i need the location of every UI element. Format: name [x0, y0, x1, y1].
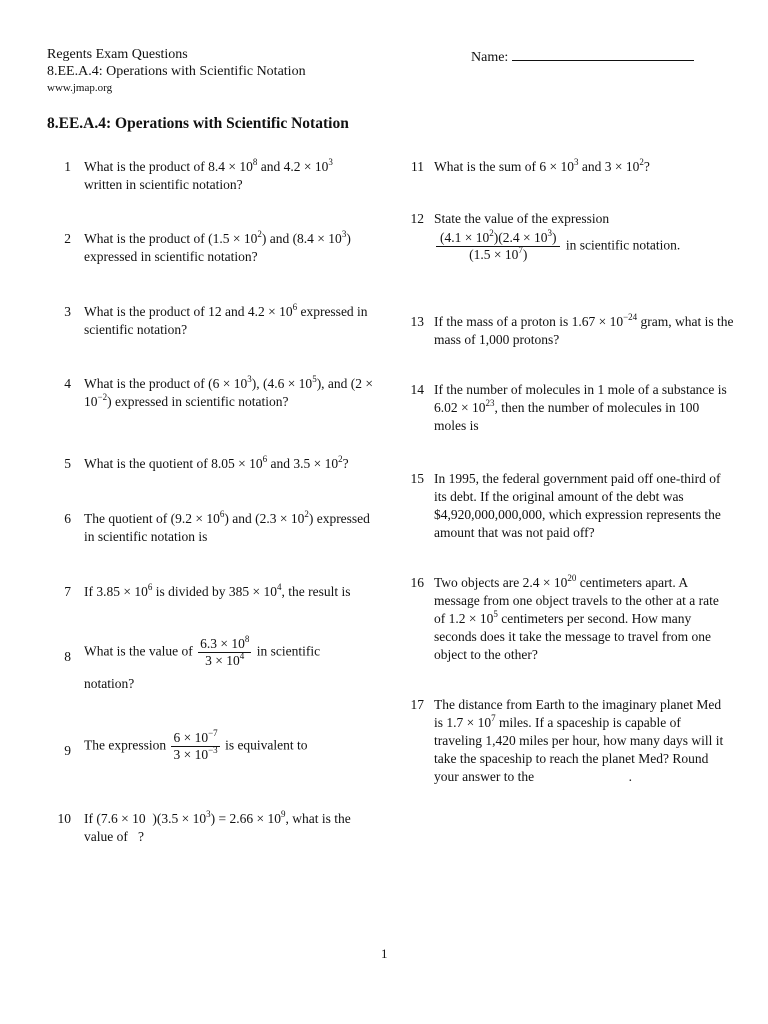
- question-number: 13: [410, 314, 424, 329]
- question-number: 14: [410, 382, 424, 397]
- question-number: 7: [64, 584, 71, 599]
- question-text: What is the product of $(6 \times 10^3)$, $(4.6 \times 10^5)$, and $(2 \times 10^{-2})$ expressed in scientific notation?: [84, 374, 374, 409]
- name-blank-line[interactable]: [512, 46, 694, 61]
- question-number: 4: [64, 376, 71, 391]
- question-number: 11: [411, 159, 424, 174]
- question-text: What is the product of 12 and $4.2 \times 10^6$ expressed in scientific notation?: [84, 302, 368, 337]
- question-text: If $3.85 \times 10^6$ is divided by $385 \times 10^4$, the result is: [84, 582, 351, 599]
- header-standard: 8.EE.A.4: Operations with Scientific Notation: [47, 64, 306, 79]
- name-field: [471, 46, 694, 66]
- question-text: Two objects are $2.4 \times 10^{20}$ centimeters apart. A message from one object travels to the other at a rate of $1.2 \times 10^5$ centimeters per second. How many seconds does it take the message to travel from one object to the other?: [434, 573, 719, 662]
- header-website: www.jmap.org: [47, 82, 113, 94]
- page-number: 1: [381, 946, 388, 961]
- fraction-expression: [171, 730, 219, 763]
- question-text: What is the sum of $6 \times 10^3$ and $3 \times 10^2$?: [434, 157, 650, 174]
- question-text: What is the quotient of $8.05 \times 10^6$ and $3.5 \times 10^2$?: [84, 454, 349, 471]
- question-text: [84, 634, 374, 699]
- question-number: 17: [410, 697, 424, 712]
- question-text: [84, 728, 374, 775]
- question-number: 5: [64, 456, 71, 471]
- question-text: If the number of molecules in 1 mole of a substance is $6.02 \times 10^{23}$, then the number of molecules in 100 moles is: [434, 382, 727, 433]
- question-text: If the mass of a proton is $1.67 \times 10^{-24}$ gram, what is the mass of 1,000 protons?: [434, 312, 734, 347]
- question-number: 9: [64, 743, 71, 758]
- page-title: 8.EE.A.4: Operations with Scientific Notation: [47, 115, 349, 132]
- fraction-denominator: $3 \times 10^{-3}$: [173, 745, 218, 762]
- question-number: 1: [64, 159, 71, 174]
- document-header: [47, 46, 306, 97]
- question-number: 2: [64, 231, 71, 246]
- question-number: 3: [64, 304, 71, 319]
- question-text: The distance from Earth to the imaginary planet Med is $1.7 \times 10^7$ miles. If a spaceship is capable of traveling 1,420 miles per hour, how many days will it take the spaceship to reach the planet Med? Round your answer to the .: [434, 697, 724, 784]
- question-number: 15: [410, 471, 424, 486]
- question-lead: What is the value of: [84, 643, 193, 659]
- question-number: 10: [57, 811, 71, 826]
- fraction-expression: [198, 636, 251, 669]
- question-text: [434, 210, 734, 263]
- name-label: Name:: [471, 50, 509, 65]
- question-continuation: notation?: [84, 676, 135, 691]
- question-text: If (7.6 × 10 )$(3.5 \times 10^3) = 2.66 \times 10^9$, what is the value of ?: [84, 809, 351, 844]
- fraction-denominator: $(1.5 \times 10^7)$: [469, 245, 528, 262]
- question-number: 8: [64, 649, 71, 664]
- question-trail: in scientific: [256, 643, 321, 659]
- question-text: What is the product of $8.4 \times 10^8$ and $4.2 \times 10^3$ written in scientific notation?: [84, 157, 333, 192]
- question-lead: State the value of the expression: [434, 211, 610, 226]
- header-course: Regents Exam Questions: [47, 47, 188, 62]
- fraction-denominator: $3 \times 10^4$: [205, 651, 245, 668]
- fraction-numerator: $6 \times 10^{-7}$: [173, 728, 218, 745]
- question-number: 12: [410, 211, 424, 226]
- question-trail: in scientific notation.: [565, 237, 681, 253]
- fraction-numerator: $(4.1 \times 10^2)(2.4 \times 10^3)$: [436, 230, 560, 247]
- question-lead: The expression: [84, 737, 167, 753]
- fraction-numerator: $6.3 \times 10^8$: [200, 634, 250, 651]
- question-text: What is the product of $(1.5 \times 10^2)$ and $(8.4 \times 10^3)$ expressed in scientific notation?: [84, 229, 351, 264]
- question-text: The quotient of $(9.2 \times 10^6)$ and $(2.3 \times 10^2)$ expressed in scientific notation is: [84, 509, 370, 544]
- question-number: 16: [410, 575, 424, 590]
- question-number: 6: [64, 511, 71, 526]
- question-trail: is equivalent to: [225, 737, 308, 753]
- question-text: In 1995, the federal government paid off one-third of its debt. If the original amount of the debt was $4,920,000,000,000, which expression represents the amount that was not paid off?: [434, 471, 721, 540]
- fraction-expression: [436, 230, 560, 263]
